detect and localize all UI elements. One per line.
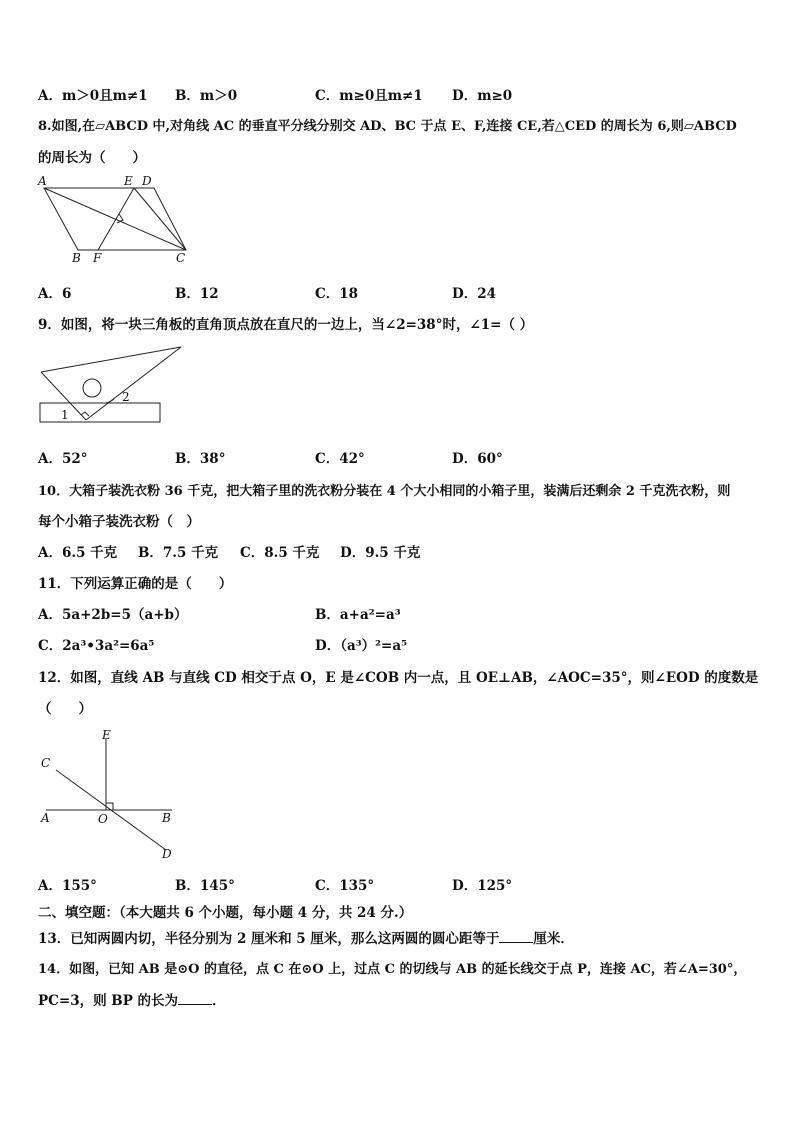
- q14-text-before: PC=3，则 BP 的长为: [38, 993, 179, 1009]
- q12-label-b: B: [162, 811, 171, 825]
- q9-option-b: B．38°: [175, 451, 226, 467]
- q12-label-c: C: [41, 756, 51, 770]
- q11-option-d: D．（a³）²=a⁵: [315, 638, 408, 654]
- q12-question-line2: （ ）: [38, 701, 92, 717]
- q10-question-line2: 每个小箱子装洗衣粉（ ）: [38, 514, 200, 530]
- q8-option-c: C．18: [315, 286, 359, 302]
- q10-option-a: A．6.5 千克: [38, 545, 118, 561]
- q7-option-b: B．m＞0: [175, 88, 238, 104]
- q14-question-line1: 14．如图，已知 AB 是⊙O 的直径，点 C 在⊙O 上，过点 C 的切线与 AB 的延长线交于点 P，连接 AC，若∠A=30°，: [38, 962, 747, 977]
- q11-question-line1: 11．下列运算正确的是（ ）: [38, 576, 233, 592]
- q13-question: [38, 927, 574, 947]
- q9-ruler-triangle-figure: [36, 342, 186, 428]
- q12-option-b: B．145°: [175, 878, 235, 894]
- q12-option-d: D．125°: [452, 878, 513, 894]
- q8-label-d: D: [142, 174, 152, 188]
- q12-question-line1: 12．如图，直线 AB 与直线 CD 相交于点 O，E 是∠COB 内一点，且 OE⊥AB，∠AOC=35°，则∠EOD 的度数是: [38, 670, 759, 686]
- section2-title: 二、填空题：（本大题共 6 个小题，每小题 4 分，共 24 分.）: [38, 905, 413, 921]
- q7-option-c: C．m≥0且m≠1: [315, 88, 423, 104]
- q12-label-a: A: [41, 811, 50, 825]
- q13-text-after: 厘米．: [533, 931, 574, 947]
- q8-label-c: C: [176, 251, 186, 264]
- q8-label-f: F: [93, 251, 102, 264]
- q14-question-line2: [38, 989, 226, 1009]
- q12-intersecting-lines-figure: [36, 726, 181, 862]
- q12-label-d: D: [162, 847, 172, 861]
- q9-question-line1: 9．如图，将一块三角板的直角顶点放在直尺的一边上，当∠2=38°时，∠1=（ ）: [38, 317, 534, 333]
- q14-answer-blank[interactable]: [178, 992, 212, 1005]
- q7-option-a: A．m＞0且m≠1: [38, 88, 148, 104]
- q8-label-a: A: [38, 174, 47, 188]
- q10-option-c: C．8.5 千克: [240, 545, 320, 561]
- q14-text-after: ．: [212, 993, 226, 1009]
- q12-label-e: E: [102, 728, 111, 742]
- q8-option-a: A．6: [38, 286, 72, 302]
- q9-angle-2-label: 2: [122, 390, 130, 404]
- q7-option-d: D．m≥0: [452, 88, 513, 104]
- q9-option-d: D．60°: [452, 451, 503, 467]
- q8-parallelogram-figure: [36, 172, 196, 264]
- q8-label-e: E: [124, 174, 133, 188]
- q13-text-before: 13．已知两圆内切，半径分别为 2 厘米和 5 厘米，那么这两圆的圆心距等于: [38, 931, 500, 947]
- q8-option-d: D．24: [452, 286, 496, 302]
- q8-question-line1: 8.如图,在▱ABCD 中,对角线 AC 的垂直平分线分别交 AD、BC 于点 E、F,连接 CE,若△CED 的周长为 6,则▱ABCD: [38, 119, 737, 134]
- q9-option-a: A．52°: [38, 451, 88, 467]
- q12-option-c: C．135°: [315, 878, 375, 894]
- q10-option-b: B．7.5 千克: [138, 545, 219, 561]
- q11-option-a: A．5a+2b=5（a+b）: [38, 607, 188, 623]
- q10-question-line1: 10．大箱子装洗衣粉 36 千克，把大箱子里的洗衣粉分装在 4 个大小相同的小箱子里，装满后还剩余 2 千克洗衣粉，则: [38, 484, 731, 499]
- q11-option-b: B．a+a²=a³: [315, 607, 401, 623]
- q9-option-c: C．42°: [315, 451, 365, 467]
- q11-option-c: C．2a³•3a²=6a⁵: [38, 638, 155, 654]
- q8-option-b: B．12: [175, 286, 219, 302]
- q9-angle-1-label: 1: [61, 408, 69, 422]
- q8-label-b: B: [72, 251, 81, 264]
- q12-option-a: A．155°: [38, 878, 97, 894]
- q8-question-line2: 的周长为（ ）: [38, 150, 146, 166]
- q12-label-o: O: [98, 812, 108, 826]
- q10-option-d: D．9.5 千克: [340, 545, 421, 561]
- q13-answer-blank[interactable]: [499, 930, 533, 943]
